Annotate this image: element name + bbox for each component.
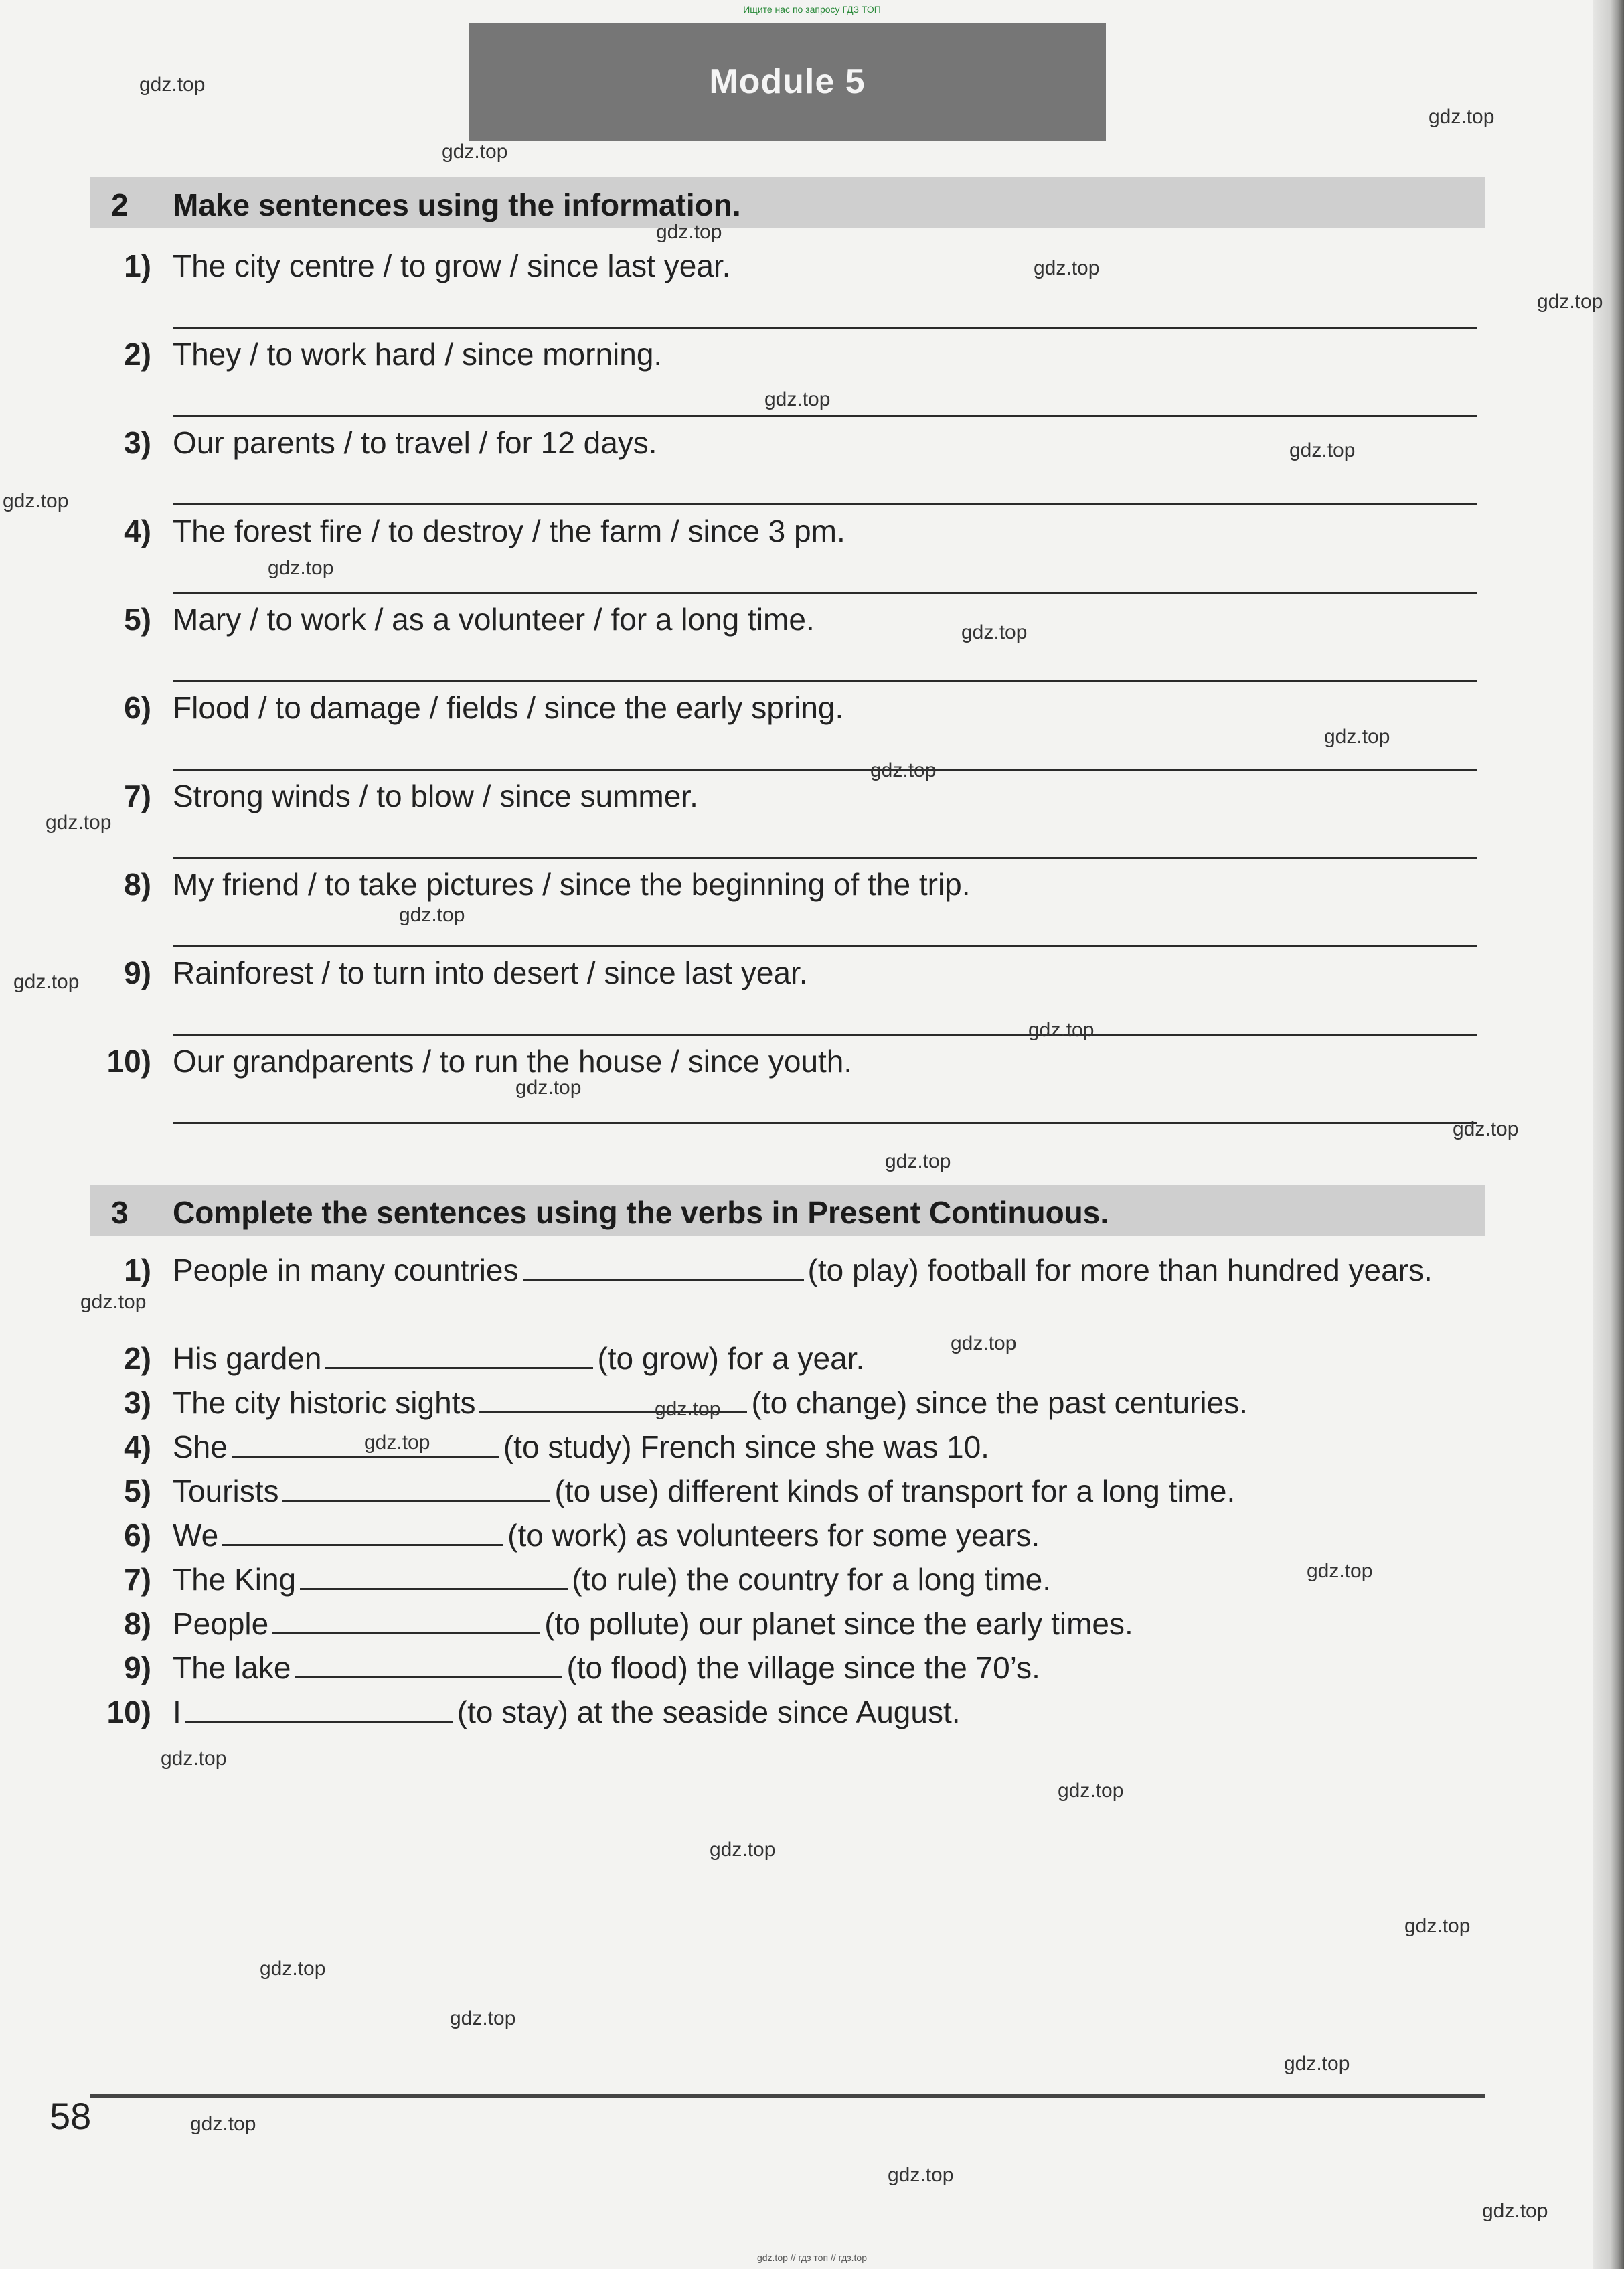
top-note: Ищите нас по запросу ГДЗ ТОП: [743, 4, 881, 15]
item-number: 3): [124, 425, 151, 460]
item-sentence: [173, 1601, 1133, 1646]
watermark: gdz.top: [1429, 106, 1495, 128]
watermark: gdz.top: [1453, 1118, 1519, 1140]
watermark: gdz.top: [656, 221, 722, 243]
watermark: gdz.top: [1058, 1780, 1124, 1802]
item-text: Strong winds / to blow / since summer.: [173, 779, 698, 813]
watermark: gdz.top: [951, 1332, 1017, 1354]
blank-field[interactable]: [185, 1690, 453, 1723]
text-after-blank: (to work) as volunteers for some years.: [507, 1518, 1040, 1553]
ex2-answer-line-1[interactable]: [173, 327, 1477, 329]
item-sentence: [173, 1469, 1235, 1513]
footer-rule: [90, 2094, 1485, 2098]
item-number: 2): [124, 337, 151, 372]
watermark: gdz.top: [1307, 1560, 1373, 1582]
watermark: gdz.top: [1034, 257, 1100, 279]
watermark: gdz.top: [161, 1747, 227, 1770]
watermark: gdz.top: [1028, 1019, 1094, 1041]
text-after-blank: (to use) different kinds of transport for a long time.: [554, 1474, 1236, 1508]
item-number: 4): [124, 1429, 151, 1464]
watermark: gdz.top: [450, 2007, 516, 2029]
blank-field[interactable]: [523, 1248, 804, 1281]
blank-field[interactable]: [282, 1469, 550, 1502]
item-number: 6): [124, 690, 151, 725]
text-before-blank: People in many countries: [173, 1253, 519, 1287]
item-number: 10): [106, 1044, 151, 1079]
item-text: Rainforest / to turn into desert / since last year.: [173, 955, 808, 990]
text-after-blank: (to rule) the country for a long time.: [572, 1562, 1051, 1597]
exercise-2-title: Make sentences using the information.: [173, 187, 741, 222]
text-before-blank: I: [173, 1695, 181, 1729]
item-number: 1): [124, 248, 151, 283]
watermark: gdz.top: [399, 904, 465, 926]
watermark: gdz.top: [515, 1077, 582, 1099]
ex2-answer-line-8[interactable]: [173, 945, 1477, 947]
text-before-blank: She: [173, 1429, 228, 1464]
item-sentence: [173, 1513, 1040, 1557]
watermark: gdz.top: [364, 1431, 430, 1454]
item-text: Flood / to damage / fields / since the early spring.: [173, 690, 844, 725]
item-number: 8): [124, 1606, 151, 1641]
text-after-blank: (to pollute) our planet since the early times.: [544, 1606, 1133, 1641]
watermark: gdz.top: [260, 1958, 326, 1980]
watermark: gdz.top: [1289, 439, 1356, 461]
item-number: 6): [124, 1518, 151, 1553]
exercise-3-header: [90, 1185, 1485, 1236]
watermark: gdz.top: [442, 141, 508, 163]
text-before-blank: People: [173, 1606, 269, 1641]
text-after-blank: (to stay) at the seaside since August.: [457, 1695, 961, 1729]
item-text: The city centre / to grow / since last year.: [173, 248, 731, 283]
watermark: gdz.top: [655, 1398, 721, 1420]
item-number: 2): [124, 1341, 151, 1376]
text-before-blank: The King: [173, 1562, 297, 1597]
text-after-blank: (to flood) the village since the 70’s.: [566, 1650, 1040, 1685]
blank-field[interactable]: [222, 1513, 503, 1546]
item-text: Our parents / to travel / for 12 days.: [173, 425, 657, 460]
blank-field[interactable]: [325, 1336, 593, 1369]
item-sentence: [173, 1425, 989, 1469]
watermark: gdz.top: [961, 621, 1028, 643]
text-after-blank: (to change) since the past centuries.: [751, 1385, 1248, 1420]
watermark: gdz.top: [1482, 2200, 1548, 2222]
text-after-blank: (to grow) for a year.: [597, 1341, 865, 1376]
text-before-blank: His garden: [173, 1341, 322, 1376]
bottom-note: gdz.top // гдз топ // гдз.top: [756, 2252, 868, 2263]
watermark: gdz.top: [1537, 291, 1603, 313]
text-before-blank: The city historic sights: [173, 1385, 476, 1420]
item-number: 5): [124, 602, 151, 637]
item-number: 4): [124, 514, 151, 548]
ex2-answer-line-6[interactable]: [173, 769, 1477, 771]
watermark: gdz.top: [1284, 2053, 1350, 2075]
watermark: gdz.top: [3, 490, 69, 512]
item-text: Mary / to work / as a volunteer / for a long time.: [173, 602, 815, 637]
item-number: 3): [124, 1385, 151, 1420]
ex2-answer-line-3[interactable]: [173, 503, 1477, 505]
scan-page-edge: [1593, 0, 1624, 2269]
watermark: gdz.top: [139, 74, 206, 96]
page-number: 58: [50, 2095, 92, 2137]
ex2-answer-line-7[interactable]: [173, 857, 1477, 859]
item-number: 10): [106, 1695, 151, 1729]
watermark: gdz.top: [1324, 726, 1390, 748]
ex2-answer-line-9[interactable]: [173, 1034, 1477, 1036]
blank-field[interactable]: [272, 1601, 540, 1634]
text-before-blank: The lake: [173, 1650, 291, 1685]
text-after-blank: (to play) football for more than hundred years.: [807, 1253, 1433, 1287]
item-text: They / to work hard / since morning.: [173, 337, 663, 372]
item-number: 7): [124, 779, 151, 813]
module-title: Module 5: [469, 23, 1106, 141]
item-sentence: [173, 1336, 864, 1381]
watermark: gdz.top: [268, 557, 334, 579]
item-sentence: [173, 1646, 1040, 1690]
watermark: gdz.top: [80, 1291, 147, 1313]
exercise-2-header: [90, 177, 1485, 228]
item-text: Our grandparents / to run the house / since youth.: [173, 1044, 853, 1079]
watermark: gdz.top: [710, 1838, 776, 1861]
blank-field[interactable]: [300, 1557, 568, 1590]
ex2-answer-line-4[interactable]: [173, 592, 1477, 594]
watermark: gdz.top: [764, 388, 831, 410]
item-number: 5): [124, 1474, 151, 1508]
item-number: 8): [124, 867, 151, 902]
watermark: gdz.top: [13, 971, 80, 993]
item-sentence: [173, 1690, 961, 1734]
item-sentence: [173, 1557, 1051, 1601]
item-text: The forest fire / to destroy / the farm / since 3 pm.: [173, 514, 845, 548]
item-sentence: [173, 1248, 1485, 1292]
watermark: gdz.top: [1404, 1915, 1471, 1937]
watermark: gdz.top: [870, 759, 937, 781]
exercise-2-number: 2: [111, 187, 129, 222]
item-number: 9): [124, 1650, 151, 1685]
watermark: gdz.top: [190, 2113, 256, 2135]
blank-field[interactable]: [295, 1646, 562, 1678]
item-number: 7): [124, 1562, 151, 1597]
ex2-answer-line-2[interactable]: [173, 415, 1477, 417]
item-text: My friend / to take pictures / since the beginning of the trip.: [173, 867, 971, 902]
text-after-blank: (to study) French since she was 10.: [503, 1429, 989, 1464]
text-before-blank: We: [173, 1518, 219, 1553]
text-before-blank: Tourists: [173, 1474, 279, 1508]
exercise-3-number: 3: [111, 1195, 129, 1230]
watermark: gdz.top: [46, 811, 112, 834]
exercise-3-title: Complete the sentences using the verbs in Present Continuous.: [173, 1195, 1109, 1230]
watermark: gdz.top: [888, 2164, 954, 2186]
watermark: gdz.top: [885, 1150, 951, 1172]
item-number: 9): [124, 955, 151, 990]
item-number: 1): [124, 1253, 151, 1287]
ex2-answer-line-5[interactable]: [173, 680, 1477, 682]
ex2-answer-line-10[interactable]: [173, 1122, 1477, 1124]
